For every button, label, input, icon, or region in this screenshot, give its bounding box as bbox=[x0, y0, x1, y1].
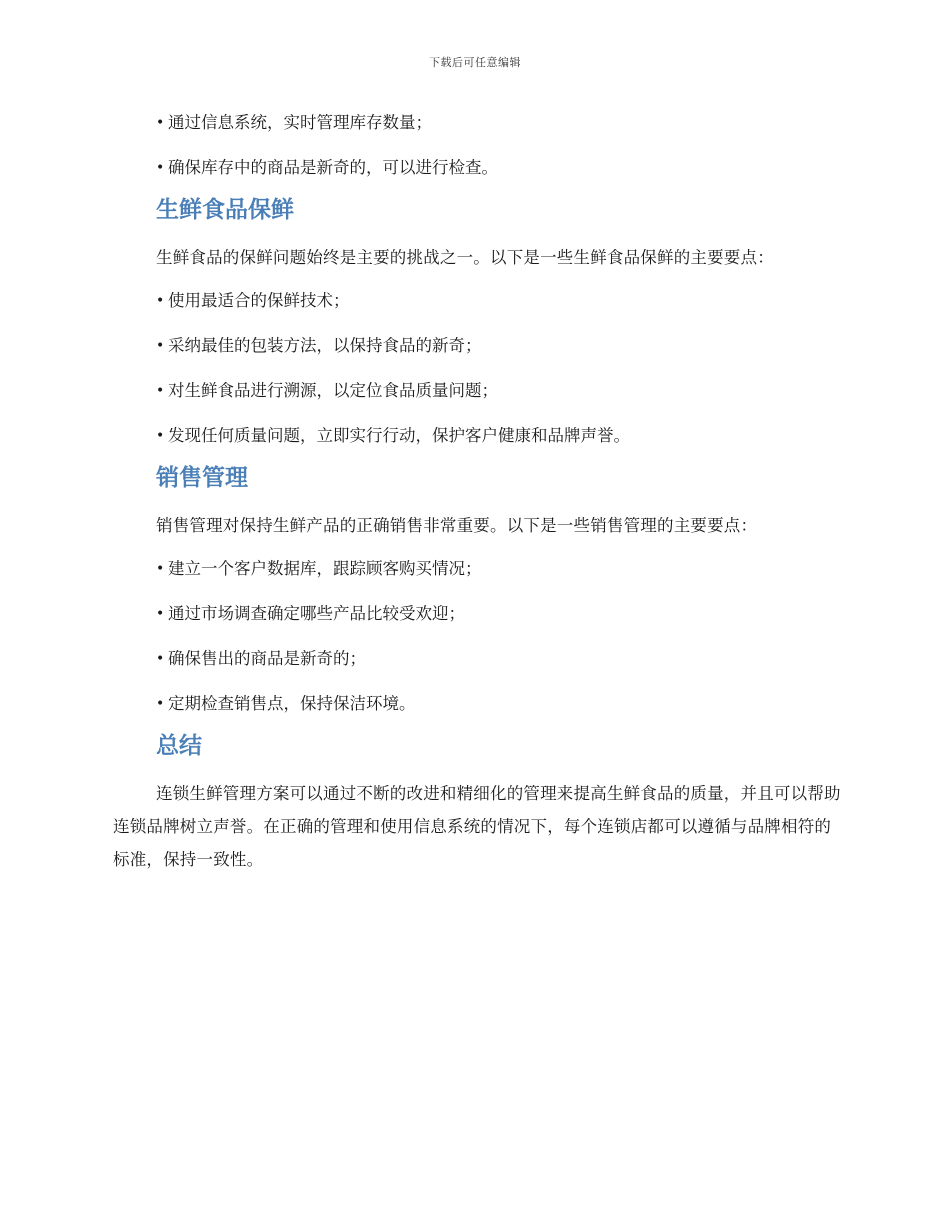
list-item bbox=[156, 688, 841, 720]
section-paragraph-fresh: 生鲜食品的保鲜问题始终是主要的挑战之一。以下是一些生鲜食品保鲜的主要要点： bbox=[156, 248, 774, 267]
bullet-icon: • bbox=[156, 115, 165, 131]
list-item-text: 发现任何质量问题，立即实行行动，保护客户健康和品牌声誉。 bbox=[168, 426, 630, 445]
bullet-icon: • bbox=[156, 293, 165, 309]
list-item-text: 使用最适合的保鲜技术； bbox=[168, 291, 350, 310]
list-item-text: 定期检查销售点，保持保洁环境。 bbox=[168, 694, 416, 713]
list-item-text: 确保售出的商品是新奇的； bbox=[168, 649, 366, 668]
section-heading-summary: 总结 bbox=[156, 733, 202, 759]
list-item bbox=[156, 285, 841, 317]
list-item bbox=[156, 152, 841, 184]
section-paragraph-sales: 销售管理对保持生鲜产品的正确销售非常重要。以下是一些销售管理的主要要点： bbox=[156, 516, 758, 535]
list-item bbox=[156, 420, 841, 452]
section-heading-sales: 销售管理 bbox=[156, 465, 248, 491]
bullet-icon: • bbox=[156, 651, 165, 667]
list-item bbox=[156, 330, 841, 362]
list-item-text: 建立一个客户数据库，跟踪顾客购买情况； bbox=[168, 559, 482, 578]
document-body bbox=[113, 107, 841, 887]
bullet-icon: • bbox=[156, 383, 165, 399]
list-item-text: 确保库存中的商品是新奇的，可以进行检查。 bbox=[168, 158, 498, 177]
list-item bbox=[156, 643, 841, 675]
section-paragraph-summary: 连锁生鲜管理方案可以通过不断的改进和精细化的管理来提高生鲜食品的质量，并且可以帮助连锁品牌树立声誉。在正确的管理和使用信息系统的情况下，每个连锁店都可以遵循与品牌相符的标准，保持一致性。 bbox=[113, 784, 841, 869]
bullet-icon: • bbox=[156, 561, 165, 577]
list-item bbox=[156, 107, 841, 139]
bullet-icon: • bbox=[156, 606, 165, 622]
list-item-text: 通过信息系统，实时管理库存数量； bbox=[168, 113, 432, 132]
list-item-text: 对生鲜食品进行溯源，以定位食品质量问题； bbox=[168, 381, 498, 400]
bullet-icon: • bbox=[156, 696, 165, 712]
list-item-text: 采纳最佳的包装方法，以保持食品的新奇； bbox=[168, 336, 482, 355]
bullet-icon: • bbox=[156, 428, 165, 444]
list-item-text: 通过市场调查确定哪些产品比较受欢迎； bbox=[168, 604, 465, 623]
list-item bbox=[156, 375, 841, 407]
bullet-icon: • bbox=[156, 160, 165, 176]
section-heading-fresh: 生鲜食品保鲜 bbox=[156, 197, 294, 223]
bullet-icon: • bbox=[156, 338, 165, 354]
header-note: 下载后可任意编辑 bbox=[429, 56, 521, 69]
list-item bbox=[156, 553, 841, 585]
list-item bbox=[156, 598, 841, 630]
